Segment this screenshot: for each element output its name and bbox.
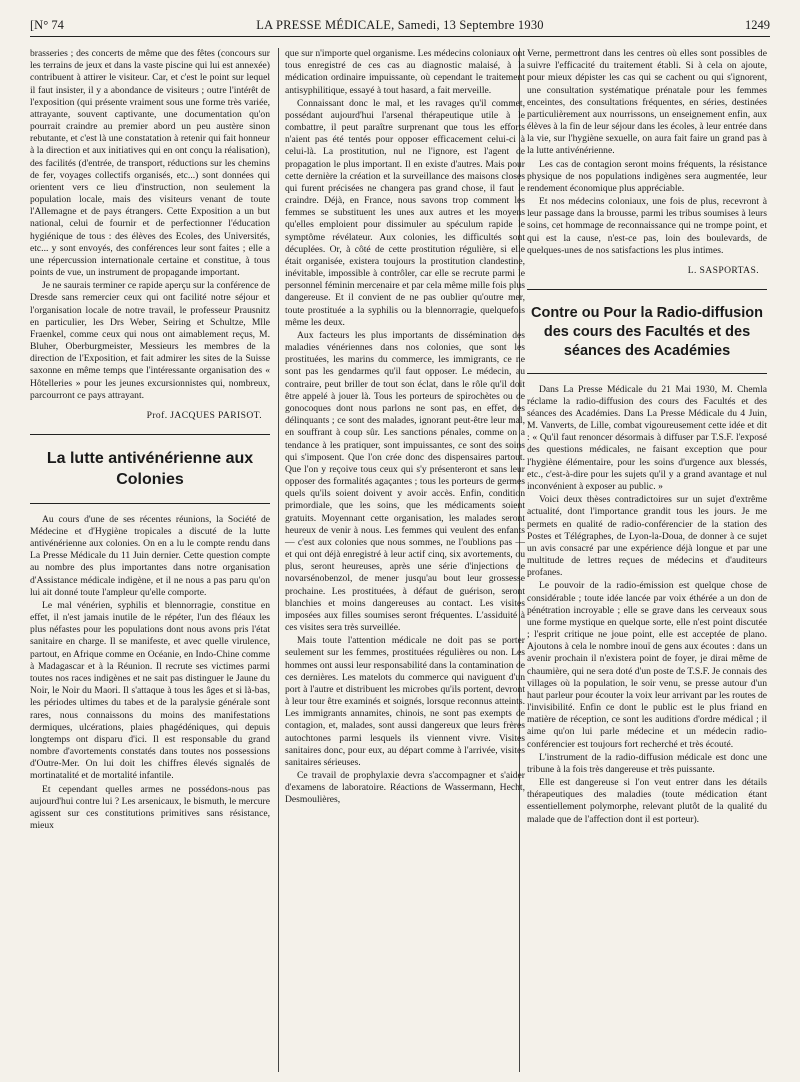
- page-number: 1249: [745, 18, 770, 32]
- paragraph: Aux facteurs les plus importants de dissémination des maladies vénériennes dans nos colonies, que sont les prostituées, les marins du commerce, les immigrants, ce ne sont pas les gendarmes qu'il faut opposer. Le médecin, au contraire, peut briller de tout son éclat, dans le rôle qu'il doit être appelé à jouer là. Tous les porteurs de spirochètes ou de gonocoques dont nous parlons ne sont pas, en effet, des délinquants ; ce sont des malades, ignorant peut-être leur mal, en souffrant à coup sûr. Les sanctions pénales, comme on a tendance à les pratiquer, sont impuissantes, ce sont des soins qui s'imposent. Que l'on crée donc des dispensaires partout. Que l'on y reçoive tous ceux qui s'y présenteront et sans leur opposer des formalités agaçantes ; tous les porteurs de germes quels qu'ils soient doivent y avoir accès. Enfin, condition primordiale, que les soins, que les médicaments soient gratuits. Moyennant cette organisation, les malades seront heureux de venir à nous. Les femmes qui veulent des enfants — c'est aux colonies que nous sommes, ne l'oublions pas — et qui ont déjà enregistré à leur actif cinq, six avortements, ou plus, seront heureuses, après une série d'injections de novarsénobenzol, de mener jusqu'au bout leur grossesse prochaine. Les prostituées, à défaut de guérison, seront blanchies et moins dangereuses au contact. Les visites imposées aux filles soumises seront fréquentes. L'assiduité à ces visites sera très surveillée.: [285, 329, 525, 634]
- article-title-box: [30, 434, 270, 504]
- article-title: La lutte antivénérienne aux Colonies: [46, 450, 254, 488]
- author-signature: Prof. JACQUES PARISOT.: [146, 409, 262, 421]
- paragraph: Et cependant quelles armes ne possédons-nous pas aujourd'hui contre lui ? Les arsenicaux, le bismuth, le mercure agissent sur ces constitutions primitives sans résistance, mieux: [30, 783, 270, 832]
- paragraph: brasseries ; des concerts de même que des fêtes (concours sur les terrains de jeux et dans la vaste piscine qui lui est annexée) contribuent à attirer le visiteur. Car, et c'est le point sur lequel il faut insister, il y a abondance de visiteurs ; outre l'intérêt de l'exposition (qui présente vraiment sous une forme très variée, attrayante, souvent captivante, une documentation qu'on pourrait craindre au premier abord un peu austère sinon rebutante, et c'est là une constatation à retenir qui fait honneur à la direction et aux initiatives qui en ont conçu la réalisation), des facilités (d'entrée, de transport, réductions sur les chemins de fer, voyages collectifs organisés, etc...) sont données qui orientent vers ce lieu d'instruction, non seulement la population locale, mais des visiteurs venant de toute l'Allemagne et de pays étrangers. Cette Exposition a un but national, celui de fournir et de perfectionner l'éducation hygiénique de tous : des élèves des Ecoles, des Universités, etc... y sont envoyés, des conférences leur sont faites ; elle a une répercussion internationale certaine et constitue, à tous points de vue, un instrument de propagande important.: [30, 48, 270, 279]
- paragraph: Verne, permettront dans les centres où elles sont possibles de suivre l'efficacité du traitement établi. Si à cela on ajoute, pour mieux dépister les cas qui se cachent ou qui s'ignorent, une consultation systématique prénatale pour les femmes enceintes, des consultations fréquentes, en séries, destinées particulièrement aux nourrissons, un enseignement enfin, aux élèves à la fin de leur séjour dans les écoles, à leur entrée dans la vie, sur l'hygiène sexuelle, on aura fait faire un grand pas à la lutte antivénérienne.: [527, 48, 767, 157]
- column-1: [30, 48, 270, 833]
- paragraph: Dans La Presse Médicale du 21 Mai 1930, M. Chemla réclame la radio-diffusion des cours des Facultés et des séances des Académies. Dans La Presse Médicale du 4 Juin, M. Vanverts, de Lille, combat vigoureusement cette idée et dit : « Qu'il faut renoncer désormais à diffuser par T.S.F. l'exposé des questions médicales, ne faisant exception que pour l'hygiène élémentaire, pour les soins d'urgence aux blessés, etc., c'est-à-dire pour les sujets qu'il y a grand avantage et nul inconvénient à exposer au public. »: [527, 383, 767, 492]
- journal-title: LA PRESSE MÉDICALE, Samedi, 13 Septembre 1930: [256, 18, 544, 32]
- column-2: [285, 48, 525, 808]
- column-divider: [278, 48, 279, 1072]
- paragraph: Voici deux thèses contradictoires sur un sujet d'extrême actualité, dont l'importance grandit tous les jours. Je me permets en qualité de radio-conférencier de la station des Postes et Télégraphes, de Lyon-la-Doua, de donner à ce sujet un avis consacré par une expérience déjà longue et par une multitude de lettres reçues de médecins et d'auditeurs profanes.: [527, 494, 767, 579]
- paragraph: Ce travail de prophylaxie devra s'accompagner et s'aider d'examens de laboratoire. Réactions de Wassermann, Hecht, Desmoulières,: [285, 770, 525, 806]
- paragraph: Au cours d'une de ses récentes réunions, la Société de Médecine et d'Hygiène tropicales a discuté de la lutte antivénérienne aux colonies. On en a lu le compte rendu dans La Presse Médicale du 11 Juin dernier. Cette question compte au nombre des plus importantes dans notre organisation d'Assistance médicale indigène, et il ne nous a pas paru qu'on lui ait donné toute l'ampleur qu'elle comporte.: [30, 513, 270, 598]
- issue-number: [N° 74: [30, 18, 64, 32]
- paragraph: L'instrument de la radio-diffusion médicale est donc une tribune à la fois très dangereuse et très puissante.: [527, 751, 767, 775]
- article-title: Contre ou Pour la Radio-diffusion des cours des Facultés et des séances des Académies: [531, 305, 763, 359]
- page-header: [30, 18, 770, 37]
- paragraph: Les cas de contagion seront moins fréquents, la résistance physique de nos populations indigènes sera augmentée, leur rendement économique plus appréciable.: [527, 158, 767, 194]
- paragraph: Et nos médecins coloniaux, une fois de plus, recevront à leur passage dans la brousse, parmi les tribus soumises à leurs soins, cet hommage de reconnaissance qui ne trompe point, et qui est la cause, n'est-ce pas, loin des boulevards, de quelques-unes de nos satisfactions les plus intimes.: [527, 196, 767, 256]
- paragraph: Elle est dangereuse si l'on veut entrer dans les détails thérapeutiques des maladies (toute médication étant essentiellement polymorphe, relevant plutôt de la qualité du malade que de l'affection dont il est porteur).: [527, 777, 767, 825]
- paragraph: Le mal vénérien, syphilis et blennorragie, constitue en effet, il n'est jamais inutile de le répéter, l'un des fléaux les plus néfastes pour les populations dont nous avons pris l'état sanitaire en charge. Il se manifeste, et avec quelle virulence, partout, en Afrique comme en Océanie, en Indo-Chine comme à Madagascar et à la Réunion. Il recrute ses victimes parmi toutes nos races indigènes et ne sait pas distinguer le Jaune du Noir, le Noir du Maori. Il s'attaque à tous les âges et si là-bas, les périodes ultimes du tabes et de la paralysie générale sont rares, nous connaissons du moins des manifestations dermiques, ulcérations, plaies phagédéniques, qui depuis longtemps ont disparu d'ici. Il est responsable du grand nombre d'avortements constatés dans toutes nos possessions d'Outre-Mer. On lui doit les chiffres élevés signalés de mortinatalité et de mortalité infantile.: [30, 599, 270, 782]
- article-title-box: [527, 289, 767, 374]
- paragraph: que sur n'importe quel organisme. Les médecins coloniaux ont tous enregistré de ces cas au diagnostic malaisé, à la médication ordinaire impuissante, où cependant le traitement antisyphilitique, essayé à tout hasard, a fait merveille.: [285, 48, 526, 96]
- paragraph: Mais toute l'attention médicale ne doit pas se porter seulement sur les femmes, prostituées régulières ou non. Les hommes ont aussi leur responsabilité dans la contamination de ces dernières. Les matelots du commerce qui naviguent d'un port à l'autre et distribuent les microbes qu'ils portent, devront à leur tour être examinés et soignés, lorsque reconnus atteints. Les immigrants annamites, chinois, ne sont pas exempts de contagion, et, malades, sont aussi dangereux que leurs frères autochtones parmi lesquels ils viennent vivre. Visites sanitaires donc, pour eux, au départ comme à l'arrivée, visites sanitaires sérieuses.: [285, 635, 525, 768]
- paragraph: Je ne saurais terminer ce rapide aperçu sur la conférence de Dresde sans remercier ceux qui ont facilité notre séjour et l'organisation locale de notre travail, le professeur Prausnitz en particulier, les Drs Weber, Seiring et Schultze, Mlle Fraenkel, comme ceux qui nous ont aimablement reçus, M. Bluher, Oberburgmeister, Messieurs les membres de la direction de l'Exposition, et fait admirer les sites de la Suisse saxonne en même temps que l'intéressante organisation des « Hôtelleries » pour les jeunes excursionnistes qui, nombreux, parcourront ce pays attrayant.: [30, 280, 270, 401]
- column-3: [527, 48, 767, 827]
- author-signature: L. SASPORTAS.: [687, 264, 759, 276]
- paragraph: Le pouvoir de la radio-émission est quelque chose de considérable ; toute idée lancée par voix éthérée a un don de pénétration incroyable ; elle se grave dans les cerveaux sous une forme mystique en quelque sorte, elle n'est point discutée ; l'esprit critique ne joue point, elle est acceptée de plano. Ajoutons à cela le nombre inouï de gens aux écoutes : dans un avenir prochain il n'existera point de foyer, je dirai même de chaumière, qui ne sera doté d'un poste de T.S.F. Je connais des villages où la population, le soir venu, se presse autour d'un haut parleur pour écouter la voix leur arrivant par les routes de l'invisibilité. Enfin ce dont le public est le plus friand en matière de réception, ce sont les auditions d'ordre médical ; il aime qu'on lui parle médecine et un médecin radio-conférencier est toujours fort recherché et très écouté.: [527, 580, 768, 750]
- paragraph: Connaissant donc le mal, et les ravages qu'il commet, possédant aujourd'hui l'arsenal thérapeutique utile à le combattre, il peut paraître surprenant que tous les efforts n'aient pas été tentés pour opposer efficacement celui-ci à celui-là. La prostitution, nul ne l'ignore, est l'agent de propagation le plus important. Il en existe d'autres. Mais pour cette dernière la création et la surveillance des maisons closes qui furent précisées ne changera pas grand chose, il faut le craindre. Déjà, en France, nous savons trop comment les femmes se substituent les unes aux autres et les moyens qu'elles emploient pour dissimuler au spéculum rapide le symptôme révélateur. Aux colonies, les difficultés sont décuplées. Or, à côté de cette prostitution régulière, si elle était organisée, existera toujours la prostitution clandestine, inévitable, impossible à contrôler, car elle se recrute parmi le personnel féminin mercenaire et par cela même mille fois plus dangereuse. Et il convient de ne pas oublier qu'outre mer, toute prostituée a la syphilis ou la blennorragie, quelquefois même les deux.: [285, 97, 525, 328]
